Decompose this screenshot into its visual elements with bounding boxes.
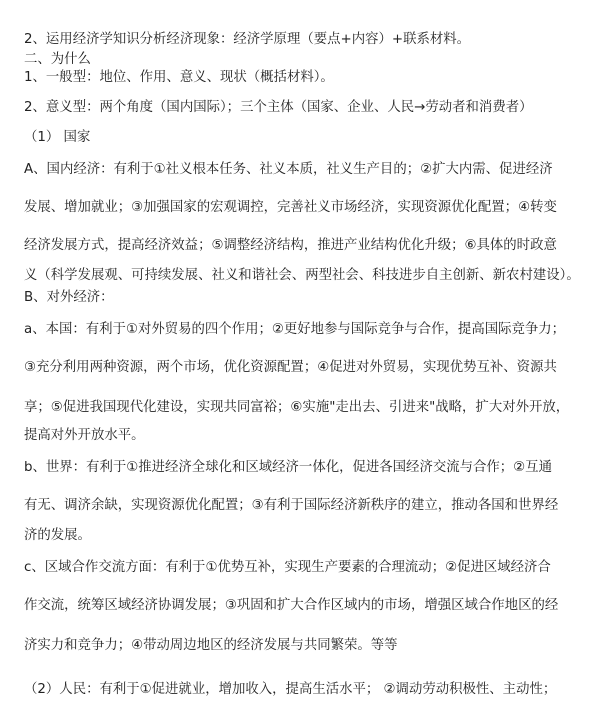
text-line: A、国内经济：有利于①社义根本任务、社义本质，社义生产目的；②扩大内需、促进经济: [24, 162, 553, 177]
text-line: 发展、增加就业；③加强国家的宏观调控，完善社义市场经济，实现资源优化配置；④转变: [24, 200, 557, 215]
text-line: 济实力和竞争力；④带动周边地区的经济发展与共同繁荣。等等: [24, 638, 398, 653]
text-line: 1、一般型：地位、作用、意义、现状（概括材料）。: [24, 70, 334, 85]
text-line: b、世界：有利于①推进经济全球化和区域经济一体化，促进各国经济交流与合作；②互通: [24, 460, 552, 475]
text-line: 2、运用经济学知识分析经济现象：经济学原理（要点+内容）+联系材料。: [24, 32, 471, 47]
text-line: （2）人民：有利于①促进就业，增加收入，提高生活水平； ②调动劳动积极性、主动性；: [24, 682, 557, 697]
text-line: 经济发展方式，提高经济效益；⑤调整经济结构，推进产业结构优化升级；⑥具体的时政意: [24, 238, 557, 253]
text-line: （1） 国家: [24, 130, 91, 145]
text-line: 二、为什么: [24, 52, 91, 67]
text-line: 享；⑤促进我国现代化建设，实现共同富裕；⑥实施"走出去、引进来"战略，扩大对外开放，: [24, 400, 570, 415]
text-line: 义（科学发展观、可持续发展、社义和谐社会、两型社会、科技进步自主创新、新农村建设）。: [24, 268, 580, 283]
text-line: a、本国：有利于①对外贸易的四个作用；②更好地参与国际竞争与合作，提高国际竞争力；: [24, 322, 566, 337]
text-line: c、区域合作交流方面：有利于①优势互补，实现生产要素的合理流动；②促进区域经济合: [24, 560, 551, 575]
text-line: 提高对外开放水平。: [24, 428, 145, 443]
text-line: B、对外经济：: [24, 290, 114, 305]
text-line: 2、意义型：两个角度（国内国际）；三个主体（国家、企业、人民→劳动者和消费者）: [24, 100, 533, 115]
text-line: ③充分利用两种资源，两个市场，优化资源配置；④促进对外贸易，实现优势互补、资源共: [24, 360, 557, 375]
text-line: 济的发展。: [24, 528, 91, 543]
text-line: 作交流，统筹区域经济协调发展；③巩固和扩大合作区域内的市场，增强区域合作地区的经: [24, 598, 559, 613]
text-line: 有无、调济余缺，实现资源优化配置；③有利于国际经济新秩序的建立，推动各国和世界经: [24, 498, 559, 513]
